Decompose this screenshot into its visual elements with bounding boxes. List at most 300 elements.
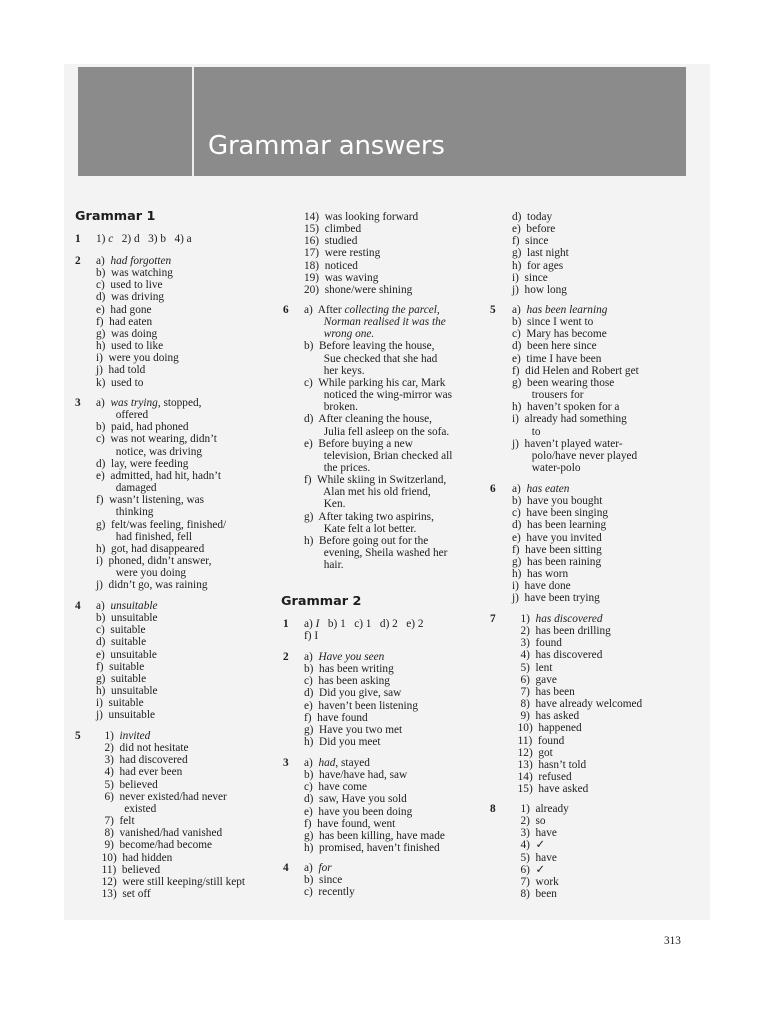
answer-text: a)	[96, 600, 111, 612]
answer-text: 2) has been drilling	[512, 625, 611, 638]
answer-text: a)	[96, 397, 111, 409]
answer-text: 8) vanished/had vanished	[96, 827, 223, 840]
answer-text: f) have been sitting	[512, 543, 602, 556]
answer-line	[304, 401, 358, 413]
answer-line	[96, 458, 188, 470]
answer-text: j) how long	[512, 283, 567, 296]
answer-line	[512, 698, 642, 710]
answer-text: c) Mary has become	[512, 328, 607, 341]
answer-line	[512, 649, 602, 661]
exercise-number: 6	[283, 304, 289, 316]
answer-line	[512, 625, 611, 637]
answer-line	[96, 697, 144, 709]
answer-line	[512, 759, 586, 771]
banner-divider	[192, 67, 194, 176]
answer-line	[304, 806, 412, 818]
answer-text: noticed the wing-mirror was	[304, 389, 453, 402]
answer-text: has eaten	[526, 483, 570, 495]
answer-text: h) has worn	[512, 568, 569, 581]
answer-text: 12) were still keeping/still kept	[96, 875, 246, 888]
answer-text: g) felt/was feeling, finished/	[96, 518, 227, 531]
answer-line	[304, 724, 402, 736]
answer-text: j) unsuitable	[96, 709, 155, 722]
answer-text: g) has been raining	[512, 555, 602, 568]
answer-text: a)	[304, 862, 319, 874]
answer-line	[304, 630, 318, 642]
answer-line	[304, 272, 378, 284]
answer-line	[96, 433, 217, 445]
answer-line	[512, 613, 603, 625]
answer-text: k) used to	[96, 376, 144, 389]
answer-line	[512, 377, 614, 389]
answer-line	[304, 523, 416, 535]
answer-line	[512, 686, 575, 698]
answer-line	[512, 438, 623, 450]
answer-text: h) haven’t spoken for a	[512, 401, 620, 414]
answer-text: g) has been killing, have made	[304, 829, 445, 842]
answer-line	[304, 793, 407, 805]
answer-text: 14) was looking forward	[304, 211, 419, 223]
answer-line	[96, 506, 153, 518]
answer-text: 5) have	[512, 851, 557, 864]
page-number: 313	[664, 935, 681, 947]
answer-line	[304, 535, 428, 547]
answer-line	[512, 888, 557, 900]
answer-line	[96, 421, 189, 433]
answer-text: 13) set off	[96, 887, 151, 900]
answer-text: 17) were resting	[304, 247, 381, 260]
answer-text: f) I	[304, 630, 319, 643]
answer-text: c) While parking his car, Mark	[304, 376, 446, 389]
answer-line	[304, 474, 446, 486]
answer-text: g) Have you two met	[304, 723, 403, 736]
answer-line	[512, 316, 593, 328]
answer-line	[96, 279, 163, 291]
answer-text: Alan met his old friend,	[304, 486, 431, 499]
answer-line	[96, 377, 143, 389]
answer-line	[304, 328, 374, 340]
answer-text: f) suitable	[96, 660, 145, 673]
answer-text: h) for ages	[512, 259, 564, 272]
answer-text: has discovered	[535, 613, 603, 625]
answer-text: collecting the parcel,	[344, 304, 440, 316]
answer-line	[304, 223, 361, 235]
answer-line	[512, 662, 552, 674]
answer-line	[512, 568, 568, 580]
answer-text: e) haven’t been listening	[304, 699, 418, 712]
answer-text: f) have found	[304, 711, 368, 724]
answer-line	[304, 712, 368, 724]
answer-text: 13) hasn’t told	[512, 758, 587, 771]
answer-text: c) have come	[304, 781, 368, 794]
answer-text: g) been wearing those	[512, 376, 615, 389]
answer-text: has been learning	[526, 304, 608, 316]
answer-text: e) before	[512, 223, 556, 236]
answer-text: 10) happened	[512, 722, 582, 735]
answer-line	[96, 685, 158, 697]
answer-line	[512, 450, 637, 462]
answer-text: wrong one.	[323, 328, 375, 341]
answer-line	[512, 462, 580, 474]
answer-line	[96, 636, 146, 648]
answer-text: d) suitable	[96, 636, 147, 649]
answer-text: hair.	[304, 559, 344, 572]
answer-line	[304, 736, 381, 748]
answer-line	[304, 462, 370, 474]
answer-line	[304, 547, 447, 559]
answer-text: f) wasn’t listening, was	[96, 494, 205, 507]
answer-line	[512, 235, 548, 247]
page-title: Grammar answers	[208, 131, 445, 161]
answer-text: 8) been	[512, 888, 557, 901]
answer-text: b) since I went to	[512, 316, 594, 329]
answer-line	[512, 413, 627, 425]
answer-text: 11) believed	[96, 863, 161, 876]
answer-text: b) unsuitable	[96, 612, 158, 625]
answer-text: f) had eaten	[96, 315, 153, 328]
answer-text: television, Brian checked all	[304, 449, 453, 462]
answer-text: 18) noticed	[304, 259, 358, 272]
answer-line	[304, 211, 418, 223]
answer-text: 6) gave	[512, 673, 557, 686]
answer-text: a)	[96, 255, 111, 267]
answer-text: f) While skiing in Switzerland,	[304, 474, 447, 487]
answer-line	[512, 223, 555, 235]
answer-text: a) After	[304, 304, 345, 316]
answer-text: e) have you been doing	[304, 805, 413, 818]
answer-text: b) have you bought	[512, 495, 603, 508]
answer-line	[96, 352, 179, 364]
answer-line	[304, 340, 435, 352]
answer-text: 20) shone/were shining	[304, 283, 413, 296]
answer-text: j) have been trying	[512, 592, 600, 605]
answer-line	[512, 426, 541, 438]
answer-text: f) did Helen and Robert get	[512, 364, 639, 377]
answer-line	[304, 757, 370, 769]
answer-text: existed	[96, 802, 157, 815]
answer-text: e) Before buying a new	[304, 437, 413, 450]
answer-text	[304, 328, 324, 340]
exercise-number: 7	[490, 613, 496, 625]
answer-line	[512, 783, 588, 795]
answer-line	[96, 742, 189, 754]
answer-text: j) had told	[96, 364, 146, 377]
answer-text: 3) had discovered	[96, 754, 188, 767]
answer-text: 19) was waving	[304, 271, 379, 284]
answer-line	[304, 450, 452, 462]
answer-line	[304, 304, 440, 316]
answer-line	[96, 409, 148, 421]
answer-text: for	[318, 862, 332, 874]
answer-text: d) today	[512, 211, 553, 223]
answer-text: 9) become/had become	[96, 839, 213, 852]
answer-text: Norman realised it was the	[323, 316, 446, 329]
answer-line	[512, 710, 579, 722]
answer-line	[512, 839, 545, 851]
answer-text: 3) have	[512, 827, 557, 840]
answer-line	[304, 618, 424, 630]
answer-text: I	[315, 618, 320, 630]
answer-line	[96, 519, 226, 531]
answer-text: 12) got	[512, 746, 553, 759]
answer-line	[512, 544, 602, 556]
answer-line	[96, 852, 172, 864]
answer-line	[96, 888, 151, 900]
answer-text: a)	[512, 304, 527, 316]
answer-line	[512, 815, 546, 827]
answer-text: 6) never existed/had never	[96, 790, 227, 803]
answer-text: c) suitable	[96, 624, 146, 637]
answer-line	[304, 316, 446, 328]
answer-text: b) 1 c) 1 d) 2 e) 2	[319, 618, 424, 630]
answer-line	[304, 235, 357, 247]
answer-line	[512, 519, 606, 531]
answer-line	[304, 260, 358, 272]
answer-line	[96, 446, 202, 458]
answer-text: 2) d 3) b 4) a	[113, 233, 192, 245]
answer-line	[96, 661, 144, 673]
answer-text: j) didn’t go, was raining	[96, 579, 208, 592]
answer-line	[304, 700, 418, 712]
answer-text: 15) have asked	[512, 783, 589, 796]
answer-text: i) already had something	[512, 413, 627, 426]
answer-text: the prices.	[304, 461, 371, 474]
answer-line	[304, 365, 365, 377]
answer-text: 1)	[512, 613, 536, 625]
answer-text: a)	[304, 757, 319, 769]
answer-line	[512, 340, 597, 352]
answer-text: evening, Sheila washed her	[304, 547, 448, 559]
answer-text: c) used to live	[96, 279, 163, 292]
answer-line	[96, 291, 164, 303]
exercise-number: 6	[490, 483, 496, 495]
answer-text: c) has been asking	[304, 675, 390, 688]
answer-text: 14) refused	[512, 770, 572, 783]
answer-line	[304, 675, 390, 687]
answer-line	[512, 272, 548, 284]
answer-text: d) been here since	[512, 340, 597, 353]
answer-text: invited	[119, 730, 151, 742]
answer-line	[512, 747, 553, 759]
answer-text: e) admitted, had hit, hadn’t	[96, 469, 221, 482]
answer-line	[96, 766, 182, 778]
answer-text: d) was driving	[96, 291, 165, 304]
answer-text: Julia fell asleep on the sofa.	[304, 425, 450, 438]
answer-line	[512, 247, 569, 259]
answer-line	[96, 470, 221, 482]
exercise-number: 5	[75, 730, 81, 742]
answer-text: i) suitable	[96, 697, 144, 710]
answer-line	[512, 507, 608, 519]
answer-text: 3) found	[512, 637, 562, 650]
answer-text: d) After cleaning the house,	[304, 413, 432, 426]
answer-line	[512, 674, 557, 686]
answer-line	[96, 531, 192, 543]
exercise-number: 5	[490, 304, 496, 316]
answer-line	[512, 495, 602, 507]
answer-line	[512, 365, 639, 377]
answer-line	[304, 559, 344, 571]
answer-line	[512, 304, 607, 316]
section-heading: Grammar 1	[75, 209, 156, 224]
answer-line	[512, 580, 571, 592]
answer-text: 1)	[96, 730, 120, 742]
answer-line	[96, 815, 135, 827]
answer-text: i) have done	[512, 580, 571, 593]
answer-text: had	[318, 757, 336, 769]
answer-text: broken.	[304, 401, 358, 414]
answer-text: Sue checked that she had	[304, 352, 438, 365]
answer-line	[96, 673, 146, 685]
exercise-number: 3	[75, 397, 81, 409]
answer-text: g) suitable	[96, 672, 147, 685]
answer-text: were you doing	[96, 567, 187, 580]
answer-text: b) have/have had, saw	[304, 769, 408, 782]
answer-line	[304, 389, 452, 401]
answer-text: 1) already	[512, 803, 569, 815]
answer-text: i) were you doing	[96, 352, 179, 365]
answer-text: 4) ✓	[512, 839, 545, 852]
answer-line	[96, 340, 163, 352]
answer-text: 6) ✓	[512, 863, 545, 876]
answer-text: h) promised, haven’t finished	[304, 842, 440, 855]
answer-line	[96, 316, 152, 328]
answer-line	[512, 401, 619, 413]
answer-line	[96, 791, 227, 803]
answer-line	[96, 624, 146, 636]
answer-line	[512, 328, 607, 340]
answer-line	[512, 722, 582, 734]
answer-text: g) last night	[512, 247, 569, 260]
answer-text: h) Before going out for the	[304, 534, 429, 547]
answer-text: a)	[304, 618, 316, 630]
answer-text: Ken.	[304, 498, 346, 511]
answer-line	[304, 781, 367, 793]
answer-line	[96, 827, 222, 839]
answer-text: b) Before leaving the house,	[304, 340, 435, 353]
answer-line	[304, 284, 412, 296]
answer-text: a)	[512, 483, 527, 495]
answer-line	[512, 284, 567, 296]
answer-line	[96, 709, 155, 721]
answer-line	[512, 852, 557, 864]
answer-line	[304, 247, 380, 259]
answer-line	[304, 353, 437, 365]
answer-line	[304, 663, 394, 675]
answer-line	[304, 438, 413, 450]
answer-line	[512, 532, 602, 544]
answer-text: e) had gone	[96, 303, 152, 316]
answer-line	[96, 803, 156, 815]
answer-line	[96, 567, 186, 579]
answer-line	[96, 494, 204, 506]
section-heading: Grammar 2	[281, 594, 362, 609]
answer-text: d) saw, Have you sold	[304, 793, 407, 806]
answer-line	[304, 862, 332, 874]
answer-text: e) have you invited	[512, 531, 602, 544]
answer-text: 8) have already welcomed	[512, 698, 643, 711]
exercise-number: 1	[75, 233, 81, 245]
answer-text: c) have been singing	[512, 507, 608, 520]
answer-text: Kate felt a lot better.	[304, 522, 417, 535]
answer-line	[512, 483, 569, 495]
answer-line	[512, 735, 564, 747]
answer-text: b) paid, had phoned	[96, 421, 189, 434]
exercise-number: 8	[490, 803, 496, 815]
answer-text: g) After taking two aspirins,	[304, 510, 434, 523]
answer-text: damaged	[96, 482, 157, 495]
answer-text: thinking	[96, 506, 154, 519]
answer-line	[512, 771, 572, 783]
answer-line	[96, 864, 160, 876]
answer-line	[96, 304, 152, 316]
answer-text: h) Did you meet	[304, 736, 381, 749]
answer-line	[304, 426, 449, 438]
answer-line	[512, 803, 569, 815]
answer-text: h) got, had disappeared	[96, 542, 205, 555]
answer-line	[96, 328, 157, 340]
exercise-number: 2	[283, 651, 289, 663]
answer-text: i) since	[512, 271, 548, 284]
answer-line	[96, 397, 201, 409]
answer-line	[304, 511, 434, 523]
answer-text: had finished, fell	[96, 530, 193, 543]
answer-line	[96, 649, 157, 661]
answer-text: trousers for	[512, 389, 584, 402]
answer-text: 5) lent	[512, 661, 553, 674]
answer-text: 2) did not hesitate	[96, 742, 189, 755]
answer-text: c) was not wearing, didn’t	[96, 433, 217, 446]
answer-text: 7) work	[512, 875, 559, 888]
answer-line	[96, 255, 171, 267]
answer-text: b) was watching	[96, 267, 173, 280]
answer-line	[512, 637, 562, 649]
answer-line	[512, 876, 559, 888]
answer-line	[304, 498, 345, 510]
answer-text: 1)	[96, 233, 109, 245]
answer-text: c) recently	[304, 886, 355, 899]
answer-line	[304, 818, 395, 830]
answer-text: b) has been writing	[304, 663, 394, 676]
answer-text: e) unsuitable	[96, 648, 157, 661]
exercise-number: 3	[283, 757, 289, 769]
answer-text: i) phoned, didn’t answer,	[96, 554, 212, 567]
answer-text: water-polo	[512, 461, 581, 474]
answer-line	[304, 687, 401, 699]
answer-line	[304, 413, 432, 425]
answer-line	[96, 730, 150, 742]
answer-text: 5) believed	[96, 778, 158, 791]
answer-text: j) haven’t played water-	[512, 437, 623, 450]
answer-line	[304, 486, 431, 498]
answer-line	[512, 592, 600, 604]
exercise-number: 4	[283, 862, 289, 874]
answer-text: g) was doing	[96, 327, 158, 340]
answer-text: 16) studied	[304, 235, 358, 248]
answer-text: d) has been learning	[512, 519, 607, 532]
answer-text: 10) had hidden	[96, 851, 173, 864]
answer-text: h) unsuitable	[96, 685, 158, 698]
answer-line	[512, 353, 601, 365]
answer-line	[96, 555, 211, 567]
answer-line	[96, 600, 158, 612]
answer-text: offered	[96, 409, 149, 422]
answer-text: 4) has discovered	[512, 649, 603, 662]
answer-line	[304, 769, 407, 781]
answer-line	[304, 377, 445, 389]
answer-line	[512, 260, 563, 272]
answer-line	[96, 876, 245, 888]
